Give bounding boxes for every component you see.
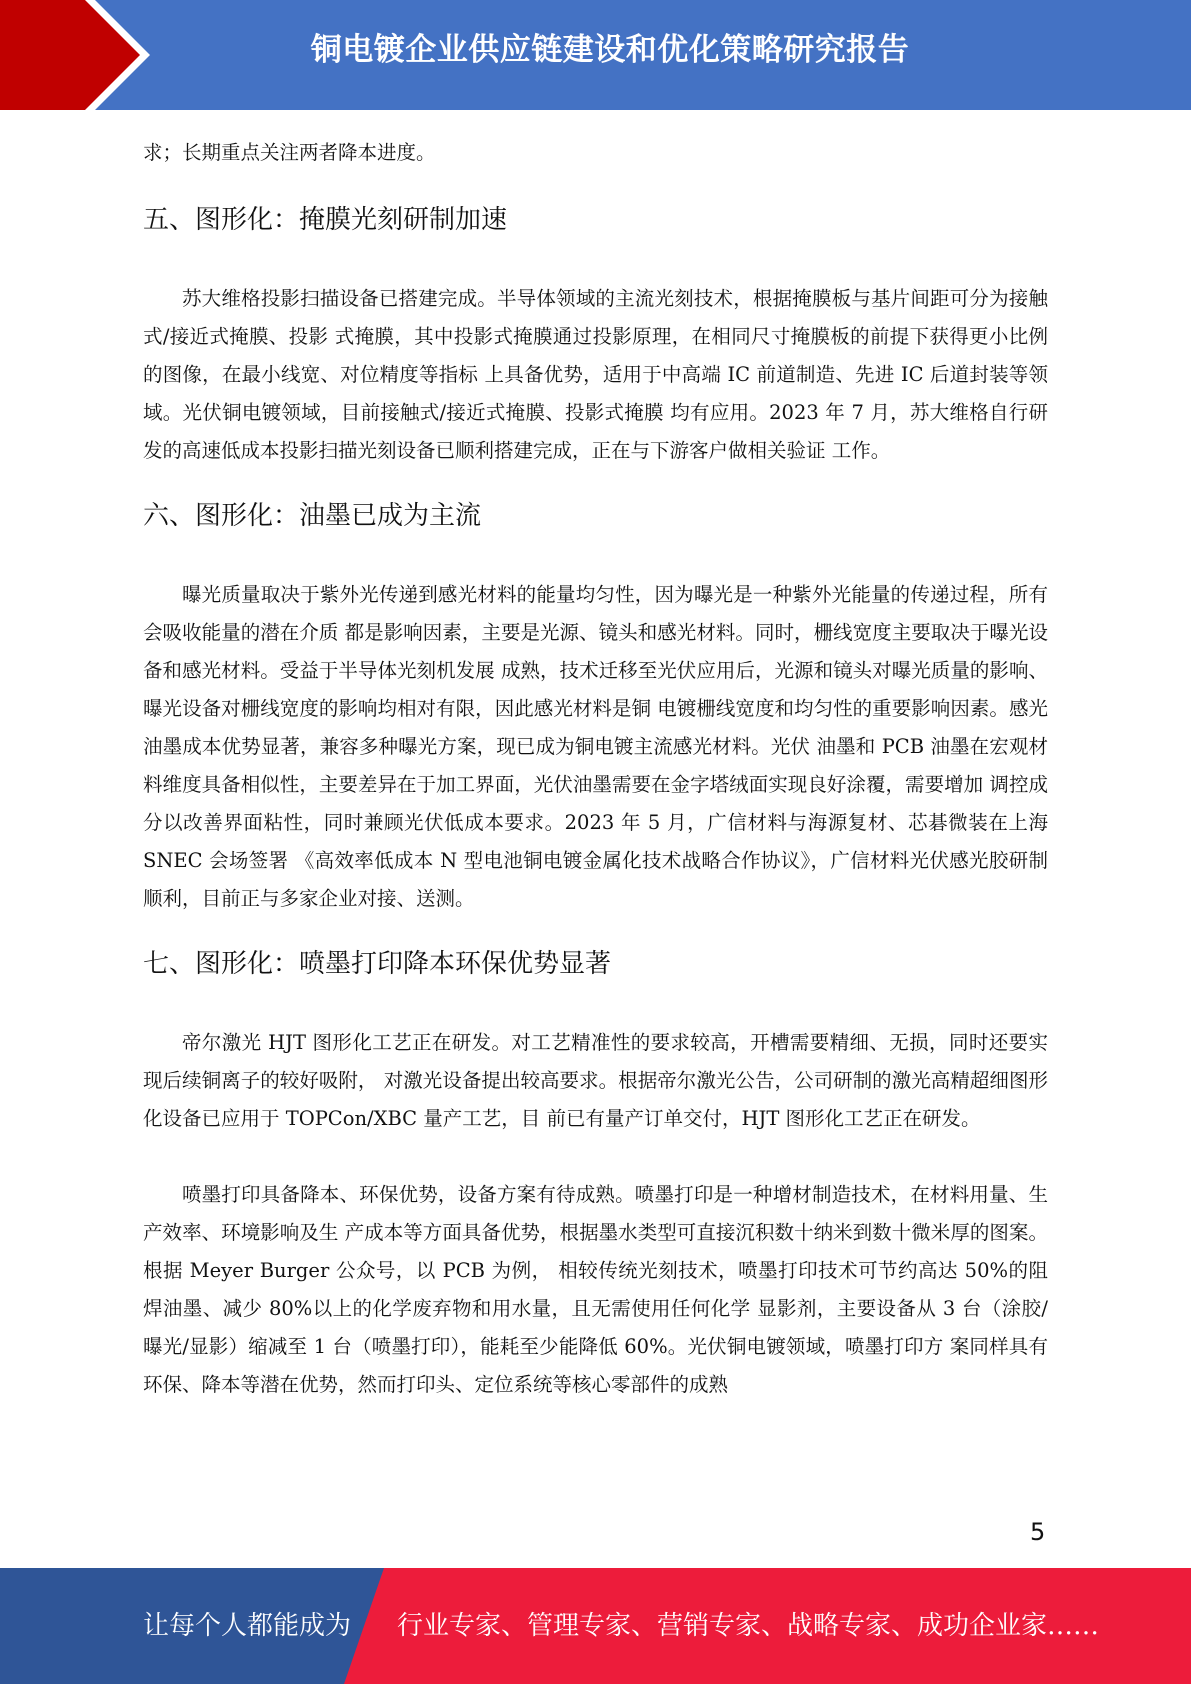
header-title: 铜电镀企业供应链建设和优化策略研究报告 (310, 32, 910, 68)
section-6-paragraph-1: 曝光质量取决于紫外光传递到感光材料的能量均匀性，因为曝光是一种紫外光能量的传递过程，所有会吸收能量的潜在介质 都是影响因素，主要是光源、镜头和感光材料。同时，栅线宽度主要取决于曝光设备和感光材料。受益于半导体光刻机发展 成熟，技术迁移至光伏应用后，光源和镜头对曝光质量的影响、曝光设备对栅线宽度的影响均相对有限，因此感光材料是铜 电镀栅线宽度和均匀性的重要影响因素。感光油墨成本优势显著，兼容多种曝光方案，现已成为铜电镀主流感光材料。光伏 油墨和 PCB 油墨在宏观材料维度具备相似性，主要差异在于加工界面，光伏油墨需要在金字塔绒面实现良好涂覆，需要增加 调控成分以改善界面粘性，同时兼顾光伏低成本要求。2023 年 5 月，广信材料与海源复材、芯碁微装在上海 SNEC 会场签署 《高效率低成本 N 型电池铜电镀金属化技术战略合作协议》，广信材料光伏感光胶研制顺利，目前正与多家企业对接、送测。 (143, 583, 1048, 910)
footer-slogan-right: 行业专家、管理专家、营销专家、战略专家、成功企业家…… (397, 1611, 1100, 1641)
page-footer (0, 1568, 1191, 1684)
page-header (0, 0, 1191, 110)
section-heading-5: 五、图形化：掩膜光刻研制加速 (143, 205, 508, 235)
section-heading-6: 六、图形化：油墨已成为主流 (143, 501, 482, 531)
document-body (143, 134, 1048, 1404)
section-5-paragraph-1: 苏大维格投影扫描设备已搭建完成。半导体领域的主流光刻技术，根据掩膜板与基片间距可分为接触式/接近式掩膜、投影 式掩膜，其中投影式掩膜通过投影原理，在相同尺寸掩膜板的前提下获得更小比例的图像，在最小线宽、对位精度等指标 上具备优势，适用于中高端 IC 前道制造、先进 IC 后道封装等领域。光伏铜电镀领域，目前接触式/接近式掩膜、投影式掩膜 均有应用。2023 年 7 月，苏大维格自行研发的高速低成本投影扫描光刻设备已顺利搭建完成，正在与下游客户做相关验证 工作。 (143, 287, 1048, 462)
section-heading-7: 七、图形化：喷墨打印降本环保优势显著 (143, 949, 612, 979)
section-7-paragraph-2: 喷墨打印具备降本、环保优势，设备方案有待成熟。喷墨打印是一种增材制造技术，在材料用量、生产效率、环境影响及生 产成本等方面具备优势，根据墨水类型可直接沉积数十纳米到数十微米厚的图案。根据 Meyer Burger 公众号，以 PCB 为例， 相较传统光刻技术，喷墨打印技术可节约高达 50%的阻焊油墨、减少 80%以上的化学废弃物和用水量，且无需使用任何化学 显影剂，主要设备从 3 台（涂胶/曝光/显影）缩减至 1 台（喷墨打印），能耗至少能降低 60%。光伏铜电镀领域，喷墨打印方 案同样具有环保、降本等潜在优势，然而打印头、定位系统等核心零部件的成熟 (143, 1183, 1048, 1396)
intro-paragraph: 求；长期重点关注两者降本进度。 (143, 141, 436, 164)
page-number: 5 (1030, 1518, 1046, 1546)
footer-slogan-left: 让每个人都能成为 (143, 1611, 352, 1641)
section-7-paragraph-1: 帝尔激光 HJT 图形化工艺正在研发。对工艺精准性的要求较高，开槽需要精细、无损，同时还要实现后续铜离子的较好吸附， 对激光设备提出较高要求。根据帝尔激光公告，公司研制的激光高精超细图形化设备已应用于 TOPCon/XBC 量产工艺，目 前已有量产订单交付，HJT 图形化工艺正在研发。 (143, 1031, 1048, 1130)
